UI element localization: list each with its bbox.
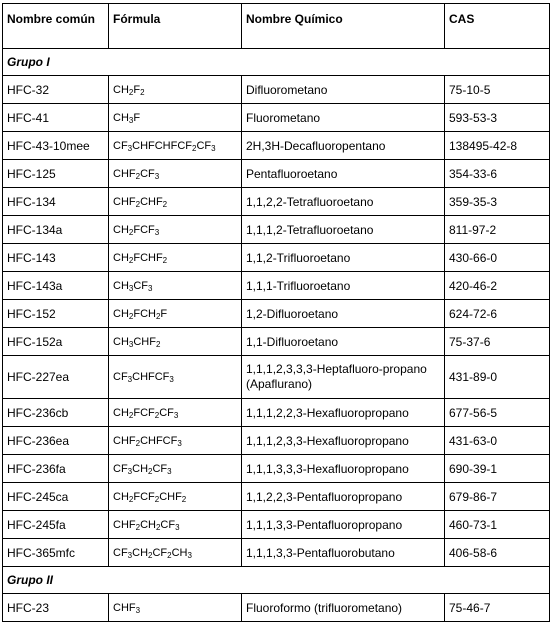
cell-nombre-quimico: 1,1,1,3,3-Pentafluoropropano — [242, 511, 445, 539]
cell-cas: 406-58-6 — [445, 539, 550, 567]
formula-subscript: 3 — [127, 374, 133, 384]
cell-nombre-comun: HFC-23 — [3, 594, 109, 622]
table-row — [3, 328, 550, 356]
cell-nombre-quimico: 1,1,1,2,2,3-Hexafluoropropano — [242, 399, 445, 427]
cell-nombre-comun: HFC-125 — [3, 160, 109, 188]
table-row — [3, 272, 550, 300]
formula-subscript: 3 — [127, 550, 133, 560]
cell-formula — [109, 594, 242, 622]
cell-formula — [109, 328, 242, 356]
formula-subscript: 2 — [154, 494, 160, 504]
cell-cas: 624-72-6 — [445, 300, 550, 328]
table-row — [3, 244, 550, 272]
cell-nombre-comun: HFC-245ca — [3, 483, 109, 511]
formula-group: CHF — [140, 195, 163, 208]
table-row — [3, 483, 550, 511]
cell-formula — [109, 427, 242, 455]
formula-group: FCF — [133, 406, 155, 419]
formula-group: CH — [113, 490, 129, 503]
cell-nombre-quimico: 1,1-Difluoroetano — [242, 328, 445, 356]
group-row — [3, 49, 550, 76]
table-row — [3, 104, 550, 132]
formula-subscript: 3 — [128, 339, 134, 349]
formula-subscript: 2 — [148, 550, 153, 560]
formula-group: CHFCHFCF — [132, 139, 193, 152]
cell-nombre-quimico: 1,1,2,2,3-Pentafluoropropano — [242, 483, 445, 511]
formula-subscript: 3 — [173, 410, 179, 420]
formula-subscript: 2 — [128, 255, 134, 265]
cell-nombre-quimico: 1,1,2-Trifluoroetano — [242, 244, 445, 272]
cell-formula — [109, 132, 242, 160]
formula-group: CF — [133, 279, 149, 292]
cell-cas: 138495-42-8 — [445, 132, 550, 160]
cell-nombre-comun: HFC-143a — [3, 272, 109, 300]
hfc-table — [2, 3, 550, 622]
formula-subscript: 3 — [169, 374, 174, 384]
formula-group: CH — [113, 223, 129, 236]
cell-cas: 75-46-7 — [445, 594, 550, 622]
formula-group: CF — [113, 462, 128, 475]
formula-group: CHF — [159, 490, 182, 503]
formula-group: CF — [113, 139, 128, 152]
cell-formula — [109, 272, 242, 300]
formula-subscript: 2 — [135, 522, 141, 532]
header-row — [3, 4, 550, 49]
cell-cas: 811-97-2 — [445, 216, 550, 244]
cell-nombre-comun: HFC-32 — [3, 76, 109, 104]
cell-nombre-comun: HFC-236fa — [3, 455, 109, 483]
cell-nombre-comun: HFC-227ea — [3, 356, 109, 399]
cell-cas: 431-89-0 — [445, 356, 550, 399]
formula-group: FCH — [133, 307, 156, 320]
formula-subscript: 2 — [155, 522, 161, 532]
cell-formula — [109, 539, 242, 567]
formula-subscript: 2 — [155, 339, 161, 349]
formula-group: CHF — [113, 195, 136, 208]
cell-cas: 460-73-1 — [445, 511, 550, 539]
formula-group: FCF — [133, 490, 155, 503]
cell-nombre-comun: HFC-365mfc — [3, 539, 109, 567]
cell-formula — [109, 216, 242, 244]
cell-nombre-comun: HFC-134 — [3, 188, 109, 216]
formula-subscript: 2 — [155, 311, 161, 321]
cell-formula — [109, 104, 242, 132]
cell-cas: 420-46-2 — [445, 272, 550, 300]
cell-nombre-comun: HFC-236ea — [3, 427, 109, 455]
formula-group: CHFCF — [132, 370, 170, 383]
cell-nombre-comun: HFC-143 — [3, 244, 109, 272]
formula-subscript: 2 — [135, 199, 141, 209]
table-row — [3, 356, 550, 399]
cell-nombre-quimico: 2H,3H-Decafluoropentano — [242, 132, 445, 160]
formula-subscript: 2 — [148, 466, 153, 476]
cell-nombre-quimico: 1,1,2,2-Tetrafluoroetano — [242, 188, 445, 216]
formula-subscript: 3 — [148, 283, 153, 293]
cell-cas: 679-86-7 — [445, 483, 550, 511]
cell-formula — [109, 76, 242, 104]
table-row — [3, 594, 550, 622]
formula-subscript: 2 — [128, 410, 134, 420]
formula-subscript: 3 — [127, 466, 133, 476]
formula-subscript: 2 — [192, 143, 197, 153]
formula-subscript: 2 — [140, 87, 145, 97]
formula-group: CH — [132, 462, 149, 475]
table-row — [3, 539, 550, 567]
formula-group: CH — [171, 546, 188, 559]
cell-cas: 75-37-6 — [445, 328, 550, 356]
formula-group: CHF — [133, 335, 156, 348]
formula-group: CF — [113, 546, 128, 559]
formula-group: CH — [113, 83, 129, 96]
cell-cas: 431-63-0 — [445, 427, 550, 455]
cell-nombre-quimico: 1,1,1,3,3-Pentafluorobutano — [242, 539, 445, 567]
cell-nombre-quimico: Fluoroformo (trifluorometano) — [242, 594, 445, 622]
formula-group: CF — [160, 518, 176, 531]
cell-cas: 593-53-3 — [445, 104, 550, 132]
formula-group: CH — [113, 251, 129, 264]
formula-subscript: 2 — [128, 227, 134, 237]
cell-cas: 359-35-3 — [445, 188, 550, 216]
table-row — [3, 427, 550, 455]
formula-group: CH — [132, 546, 149, 559]
formula-group: F — [160, 307, 168, 320]
cell-cas: 354-33-6 — [445, 160, 550, 188]
cell-formula — [109, 188, 242, 216]
table-row — [3, 455, 550, 483]
table-row — [3, 160, 550, 188]
formula-subscript: 3 — [154, 227, 160, 237]
formula-subscript: 3 — [154, 171, 160, 181]
formula-group: CH — [113, 307, 129, 320]
cell-formula — [109, 511, 242, 539]
cell-nombre-quimico: Pentafluoroetano — [242, 160, 445, 188]
formula-group: CF — [140, 167, 155, 180]
table-body — [3, 49, 550, 622]
formula-group: CHF — [113, 434, 136, 447]
formula-subscript: 2 — [128, 494, 134, 504]
formula-subscript: 2 — [181, 494, 187, 504]
formula-subscript: 2 — [154, 410, 160, 420]
formula-group: FCHF — [133, 251, 163, 264]
cell-nombre-quimico: Difluorometano — [242, 76, 445, 104]
formula-subscript: 3 — [127, 143, 133, 153]
formula-group: CF — [159, 406, 174, 419]
table-row — [3, 300, 550, 328]
formula-group: FCF — [133, 223, 155, 236]
formula-subscript: 3 — [167, 466, 172, 476]
formula-subscript: 2 — [162, 255, 168, 265]
cell-nombre-quimico: 1,2-Difluoroetano — [242, 300, 445, 328]
cell-nombre-quimico: 1,1,1-Trifluoroetano — [242, 272, 445, 300]
formula-subscript: 3 — [175, 522, 180, 532]
formula-group: CHFCF — [140, 434, 178, 447]
formula-group: CF — [113, 370, 128, 383]
formula-group: F — [133, 83, 141, 96]
cell-nombre-quimico: 1,1,1,2-Tetrafluoroetano — [242, 216, 445, 244]
header-formula: Fórmula — [109, 4, 242, 49]
cell-nombre-quimico: 1,1,1,2,3,3-Hexafluoropropano — [242, 427, 445, 455]
cell-nombre-quimico: 1,1,1,3,3,3-Hexafluoropropano — [242, 455, 445, 483]
formula-group: CF — [196, 139, 212, 152]
formula-subscript: 2 — [128, 311, 134, 321]
table-row — [3, 216, 550, 244]
cell-nombre-comun: HFC-152a — [3, 328, 109, 356]
table-row — [3, 76, 550, 104]
formula-subscript: 2 — [135, 438, 141, 448]
cell-nombre-comun: HFC-152 — [3, 300, 109, 328]
table-row — [3, 399, 550, 427]
formula-subscript: 2 — [162, 199, 168, 209]
cell-cas: 75-10-5 — [445, 76, 550, 104]
cell-nombre-comun: HFC-134a — [3, 216, 109, 244]
formula-subscript: 2 — [167, 550, 172, 560]
formula-group: CHF — [113, 167, 136, 180]
formula-subscript: 3 — [211, 143, 216, 153]
cell-cas: 430-66-0 — [445, 244, 550, 272]
formula-group: CHF — [113, 601, 136, 614]
formula-group: CH — [113, 111, 129, 124]
formula-group: CH — [113, 406, 129, 419]
group-title: Grupo II — [3, 567, 550, 594]
header-nombre-quimico: Nombre Químico — [242, 4, 445, 49]
cell-nombre-comun: HFC-43-10mee — [3, 132, 109, 160]
cell-formula — [109, 160, 242, 188]
header-nombre-comun: Nombre común — [3, 4, 109, 49]
table-row — [3, 188, 550, 216]
formula-group: CHF — [113, 518, 136, 531]
cell-formula — [109, 300, 242, 328]
cell-formula — [109, 399, 242, 427]
cell-formula — [109, 244, 242, 272]
formula-group: CH — [113, 279, 129, 292]
cell-cas: 677-56-5 — [445, 399, 550, 427]
formula-group: CF — [152, 546, 168, 559]
formula-subscript: 3 — [128, 115, 134, 125]
formula-subscript: 3 — [177, 438, 182, 448]
cell-formula — [109, 455, 242, 483]
cell-nombre-quimico: Fluorometano — [242, 104, 445, 132]
cell-nombre-comun: HFC-236cb — [3, 399, 109, 427]
formula-subscript: 2 — [135, 171, 141, 181]
cell-nombre-comun: HFC-41 — [3, 104, 109, 132]
formula-group: CF — [152, 462, 168, 475]
table-row — [3, 132, 550, 160]
formula-group: CH — [113, 335, 129, 348]
formula-group: F — [133, 111, 141, 124]
group-row — [3, 567, 550, 594]
cell-formula — [109, 483, 242, 511]
cell-formula — [109, 356, 242, 399]
cell-nombre-comun: HFC-245fa — [3, 511, 109, 539]
group-title: Grupo I — [3, 49, 550, 76]
formula-subscript: 3 — [187, 550, 192, 560]
table-row — [3, 511, 550, 539]
formula-group: CH — [140, 518, 156, 531]
formula-subscript: 2 — [128, 87, 134, 97]
cell-cas: 690-39-1 — [445, 455, 550, 483]
header-cas: CAS — [445, 4, 550, 49]
cell-nombre-quimico: 1,1,1,2,3,3,3-Heptafluoro-propano (Apaflurano) — [242, 356, 445, 399]
formula-subscript: 3 — [128, 283, 134, 293]
formula-subscript: 3 — [135, 605, 141, 615]
